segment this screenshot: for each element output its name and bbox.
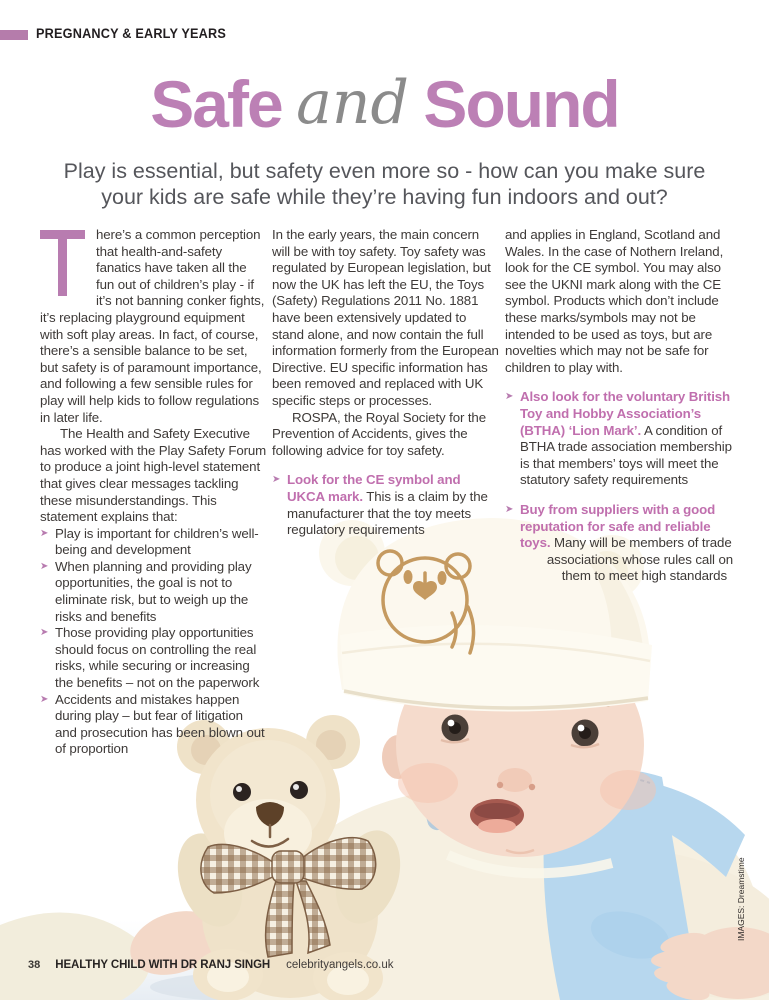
paragraph-intro: here’s a common perception that health-and-safety fanatics have taken all the fun out of children’s play - if it’s not banning conker fights, it’s replacing playground equipment with soft play areas. In fact, of course, there’s a sensible balance to be set, but safety is of paramount importance, and following a few sensible rules for play will help kids to follow regulations in later life.: [40, 227, 265, 425]
bullet-arrow-icon: ➤: [40, 560, 49, 572]
column-3: [505, 227, 733, 585]
bullet-arrow-icon: ➤: [505, 391, 514, 403]
page-title: [0, 66, 769, 142]
bullet-text-wrapped: associations whose rules call on: [546, 551, 733, 567]
bullet-arrow-icon: ➤: [272, 474, 281, 486]
standfirst-line-2: your kids are safe while they’re having fun indoors and out?: [101, 185, 668, 209]
bullet-text: Many will be members of trade: [554, 535, 732, 551]
list-item: ➤ Those providing play opportunities should focus on controlling the real risks, while securing or increasing the benefits – not on the paperwork: [40, 625, 260, 691]
teddy-eye: [233, 783, 251, 801]
paragraph-uk-marks: and applies in England, Scotland and Wales. In the case of Nothern Ireland, look for the CE symbol. You may also see the UKNI mark along with the CE symbol. Products which don’t include these marks/symbols may not be intended to be used as toys, but are novelties which may not be safe for children to play with.: [505, 227, 724, 375]
bullet-text-wrapped: them to meet high standards: [561, 568, 727, 584]
bullet-arrow-icon: ➤: [40, 627, 49, 639]
column-1: [40, 227, 267, 758]
bullet-text: This is a claim by the manufacturer that the toy meets regulatory requirements: [287, 488, 488, 538]
category-tag-bar: [0, 30, 28, 40]
bullet-arrow-icon: ➤: [40, 527, 49, 539]
teddy-eye: [290, 781, 308, 799]
list-item: [505, 502, 733, 585]
standfirst: [40, 158, 729, 210]
page-footer: [28, 959, 394, 971]
list-item: ➤ Accidents and mistakes happen during play – but fear of litigation and prosecution has been blown out of proportion: [40, 691, 265, 757]
list-item: ➤ When planning and providing play opportunities, the goal is not to eliminate risk, but to weigh up the risks and benefits: [40, 558, 252, 624]
paragraph-toy-safety: In the early years, the main concern will be with toy safety. Toy safety was regulated by European legislation, but now the UK has left the EU, the Toys (Safety) Regulations 2011 No. 1881 have been extensively updated to stand alone, and now contain the full information formerly from the European Directive. EU specific information has been removed and replaced with UK specific steps or processes.: [272, 227, 499, 408]
paragraph-hse: The Health and Safety Executive has worked with the Play Safety Forum to produce a joint high-level statement that gives clear messages tackling these misunderstandings. This statement explains that:: [40, 426, 267, 525]
publication-name: HEALTHY CHILD WITH DR RANJ SINGH: [55, 959, 271, 971]
list-item: ➤ Play is important for children’s well-being and development: [40, 525, 259, 558]
bullet-lead: Buy from suppliers with a good reputation for safe and reliable toys.: [520, 501, 716, 551]
paragraph-rospa: ROSPA, the Royal Society for the Prevention of Accidents, gives the following advice for toy safety.: [272, 409, 486, 458]
standfirst-line-1: Play is essential, but safety even more so - how can you make sure: [63, 159, 706, 183]
title-word-sound: Sound: [423, 67, 619, 141]
photo-credit: IMAGES: Dreamstime: [736, 857, 746, 941]
list-item: [272, 472, 499, 538]
bullet-text: A condition of BTHA trade association membership is that members’ toys will meet the statutory safety requirements: [520, 422, 732, 488]
list-item: [505, 389, 733, 489]
drop-cap-T: [40, 230, 92, 296]
bullet-arrow-icon: ➤: [505, 503, 514, 515]
website-link: celebrityangels.co.uk: [286, 959, 394, 971]
title-word-safe: Safe: [150, 67, 282, 141]
bullet-lead: Look for the CE symbol and UKCA mark.: [287, 472, 461, 504]
column-2: [272, 227, 499, 539]
category-label: PREGNANCY & EARLY YEARS: [36, 26, 227, 41]
page-number: 38: [28, 959, 41, 971]
bullet-lead: Also look for the voluntary British Toy and Hobby Association’s (BTHA) ‘Lion Mark’.: [520, 389, 731, 438]
title-word-and: and: [296, 68, 409, 138]
bullet-arrow-icon: ➤: [40, 693, 49, 705]
